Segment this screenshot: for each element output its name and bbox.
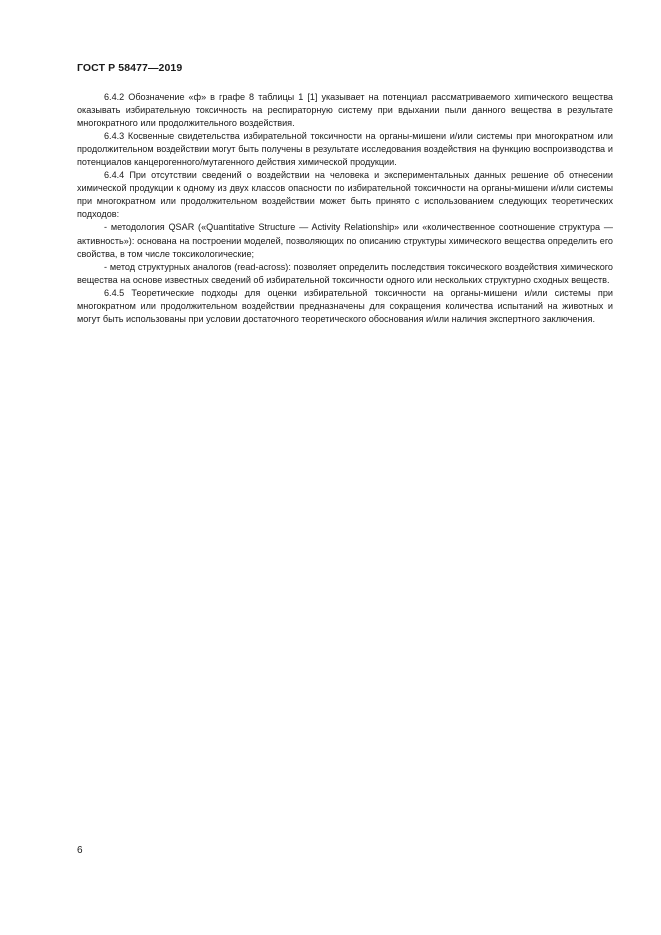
document-body <box>77 91 613 326</box>
paragraph-6-4-3: 6.4.3 Косвенные свидетельства избирательной токсичности на органы-мишени и/или системы при многократном или продолжительном воздействии могут быть получены в результате исследования воздействия на функцию воспроизводства и потенциалов канцерогенного/мутагенного действия химической продукции. <box>77 131 613 168</box>
list-item-qsar: - методология QSAR («Quantitative Structure — Activity Relationship» или «количественное соотношение структура — активность»): основана на построении моделей, позволяющих по описанию структуры химического вещества определить его свойства, в том числе токсикологические; <box>77 222 613 259</box>
page-number: 6 <box>77 845 83 856</box>
document-header: ГОСТ Р 58477—2019 <box>77 62 183 74</box>
paragraph-6-4-2: 6.4.2 Обозначение «ф» в графе 8 таблицы 1 [1] указывает на потенциал рассматриваемого хиmического вещества оказывать избирательную токсичность на респираторную систему при вдыхании пыли данного вещества в результате многократного или продолжительного воздействия. <box>77 92 613 129</box>
paragraph-6-4-4: 6.4.4 При отсутствии сведений о воздействии на человека и экспериментальных данных решение об отнесении химической продукции к одному из двух классов опасности по избирательной токсичности на органы-мишени и/или системы при многократном или продолжительном воздействии может быть принято с использованием следующих теоретических подходов: <box>77 170 613 220</box>
paragraph-6-4-5: 6.4.5 Теоретические подходы для оценки избирательной токсичности на органы-мишени и/или системы при многократном или продолжительном воздействии предназначены для сокращения количества испытаний на животных и могут быть использованы при условии достаточного теоретического обоснования и/или наличия экспертного заключения. <box>77 287 613 324</box>
list-item-read-across: - метод структурных аналогов (read-across): позволяет определить последствия токсического воздействия химического вещества на основе известных сведений об избирательной токсичности одного или нескольких структурно сходных веществ. <box>77 261 613 285</box>
